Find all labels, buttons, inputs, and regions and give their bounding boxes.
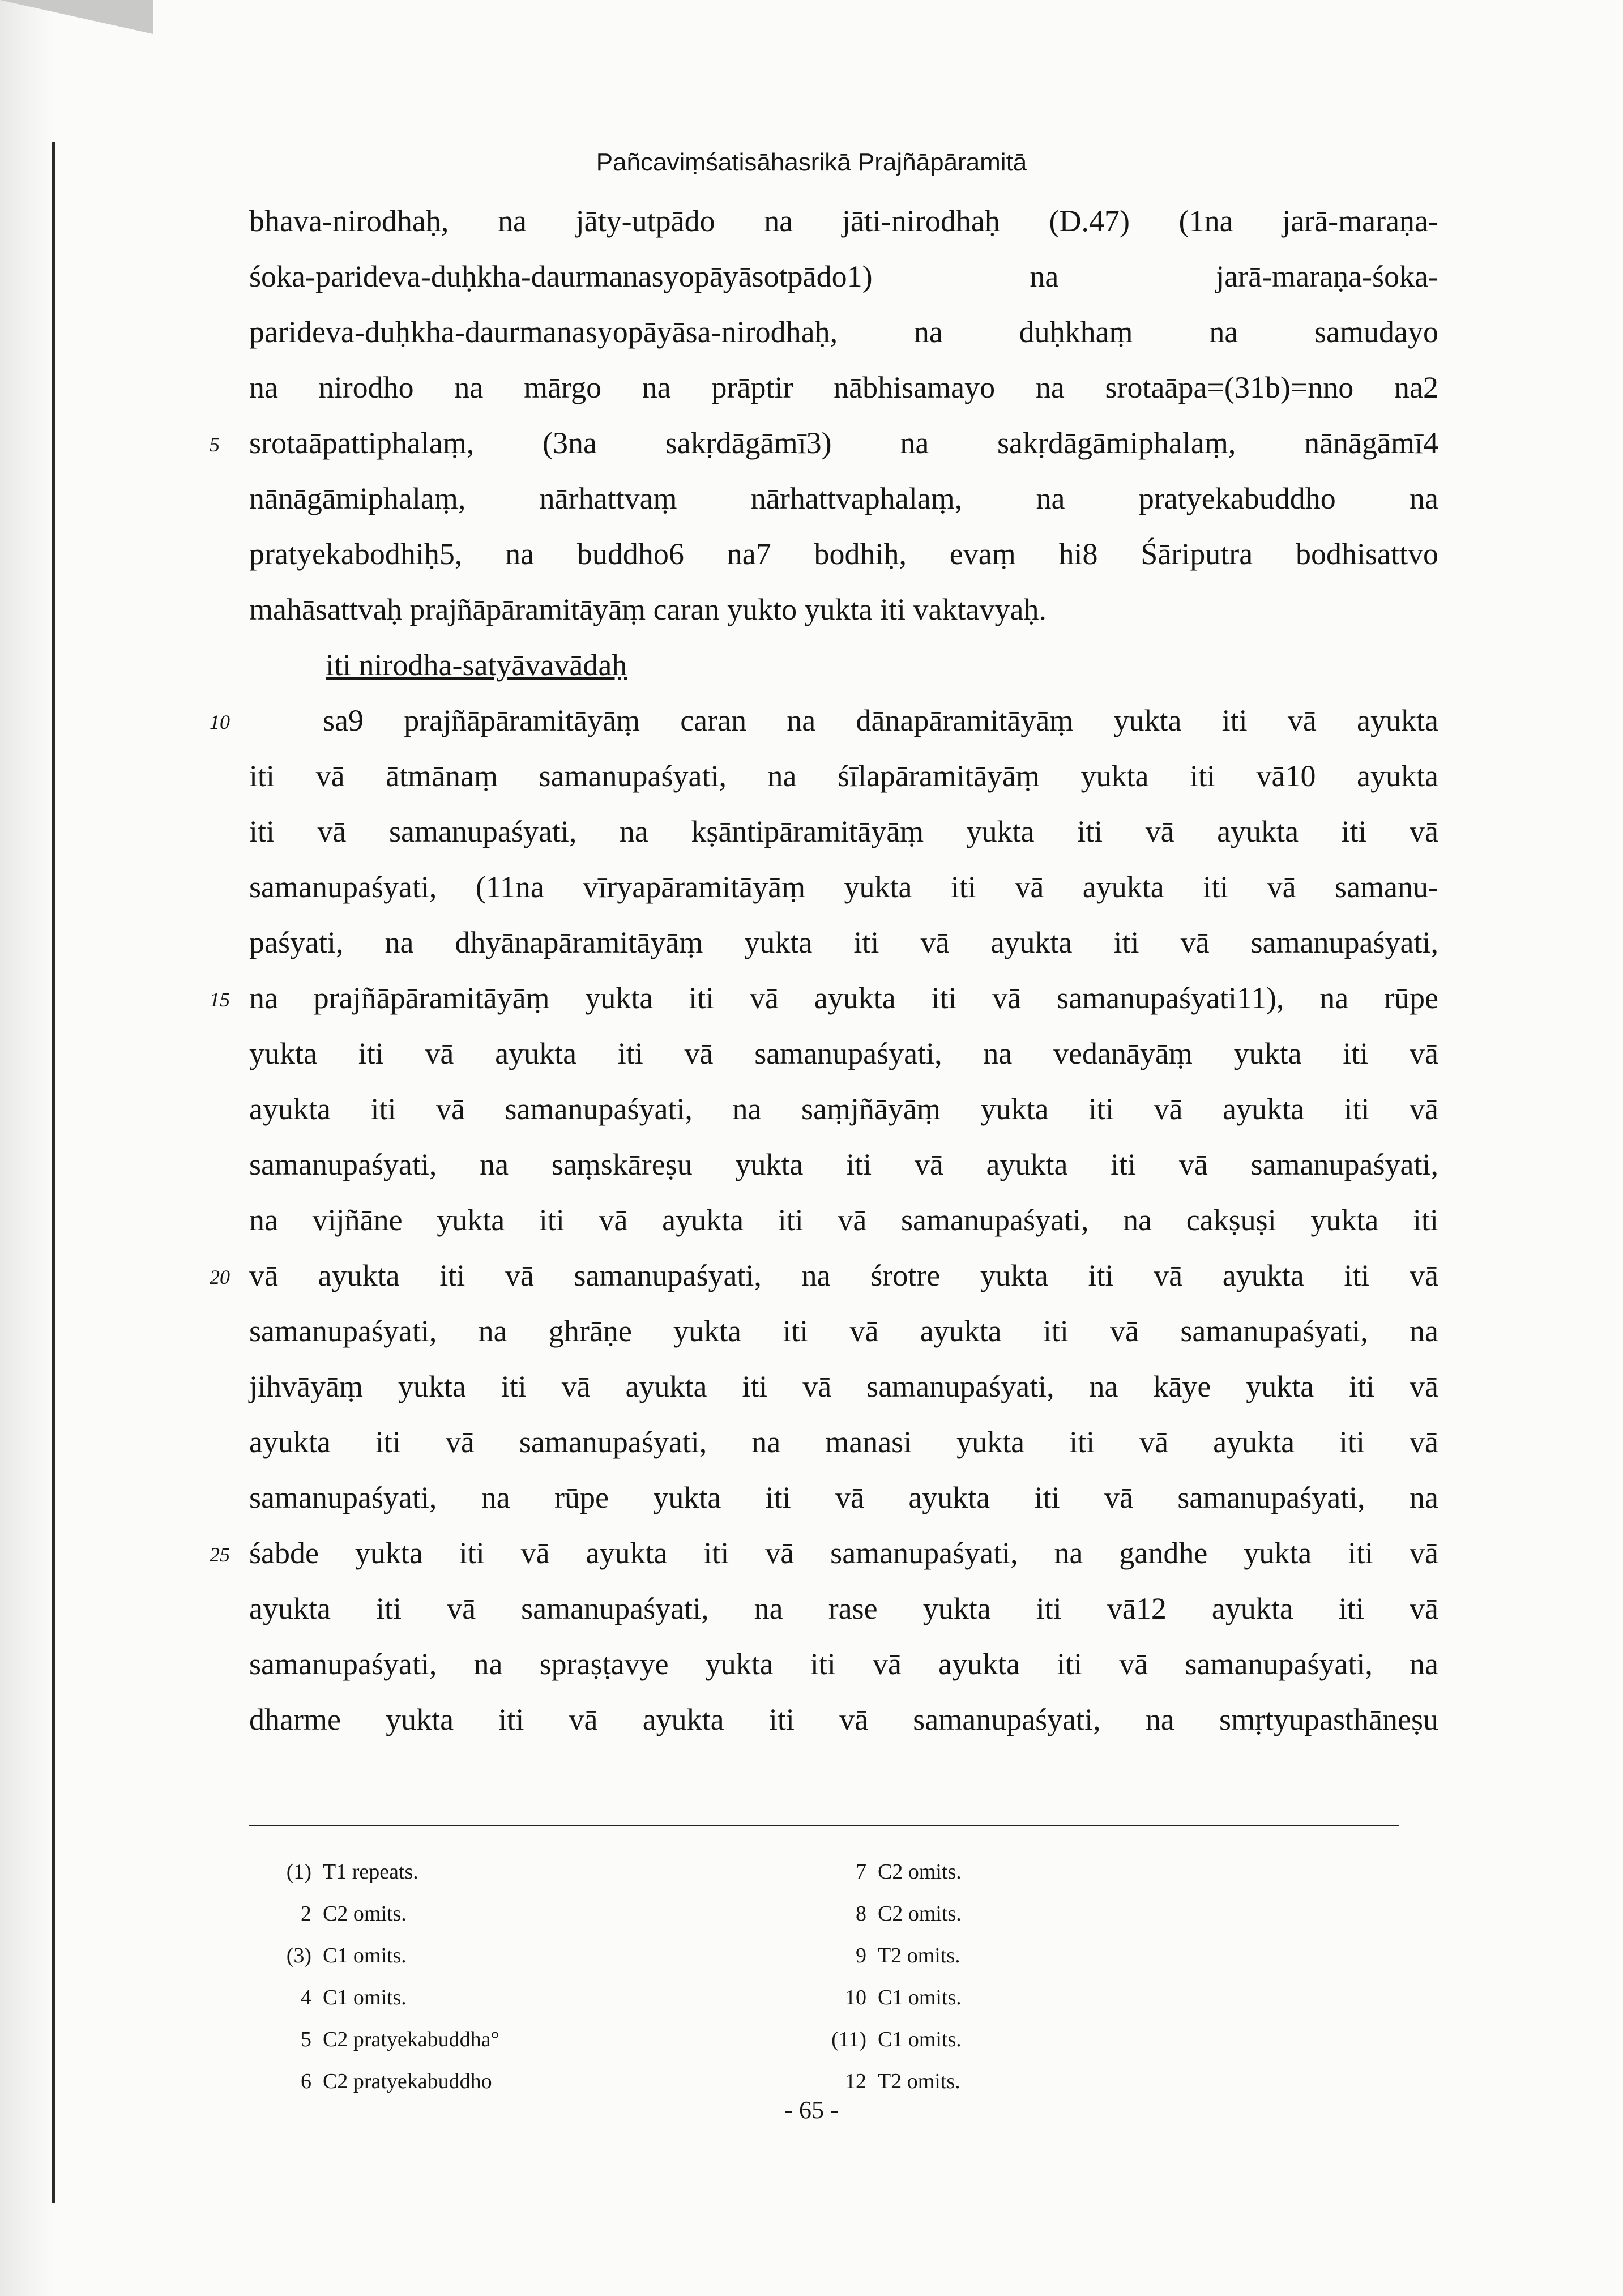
text-line: iti vā ātmānaṃ samanupaśyati, na śīlapāramitāyāṃ yukta iti vā10 ayukta xyxy=(249,759,1438,793)
footnote-text: T2 omits. xyxy=(878,1944,960,1968)
footnote-number: 12 xyxy=(845,2069,866,2093)
text-line: ayukta iti vā samanupaśyati, na rase yukta iti vā12 ayukta iti vā xyxy=(249,1591,1438,1625)
footnote-text: C2 omits. xyxy=(323,1902,407,1926)
binding-edge xyxy=(52,142,55,2203)
text-line: śoka-parideva-duḥkha-daurmanasyopāyāsotpādo1) na jarā-maraṇa-śoka- xyxy=(249,259,1438,293)
text-line: samanupaśyati, (11na vīryapāramitāyāṃ yukta iti vā ayukta iti vā samanu- xyxy=(249,870,1438,904)
footnote-text: C1 omits. xyxy=(878,1986,962,2009)
footnote-number: 2 xyxy=(301,1902,311,1926)
text-line: parideva-duḥkha-daurmanasyopāyāsa-nirodhaḥ, na duḥkhaṃ na samudayo xyxy=(249,315,1438,349)
footnote-text: C2 pratyekabuddha° xyxy=(323,2028,499,2051)
text-line: dharme yukta iti vā ayukta iti vā samanupaśyati, na smṛtyupasthāneṣu xyxy=(249,1702,1438,1736)
text-line: samanupaśyati, na rūpe yukta iti vā ayukta iti vā samanupaśyati, na xyxy=(249,1480,1438,1514)
footnote-number: 6 xyxy=(301,2069,311,2093)
text-line: yukta iti vā ayukta iti vā samanupaśyati, na vedanāyāṃ yukta iti vā xyxy=(249,1036,1438,1070)
text-line: samanupaśyati, na ghrāṇe yukta iti vā ayukta iti vā samanupaśyati, na xyxy=(249,1314,1438,1348)
footnote-number: (3) xyxy=(286,1944,311,1968)
section-heading: iti nirodha-satyāvavādaḥ xyxy=(326,648,627,682)
footnote-number: (1) xyxy=(286,1860,311,1884)
footnote-text: C2 pratyekabuddho xyxy=(323,2069,492,2093)
line-number: 20 xyxy=(210,1266,230,1288)
line-number: 25 xyxy=(210,1543,230,1566)
footnote-number: 9 xyxy=(856,1944,866,1968)
footnote-number: 4 xyxy=(301,1986,311,2009)
text-line: śabde yukta iti vā ayukta iti vā samanupaśyati, na gandhe yukta iti vā xyxy=(249,1536,1438,1570)
text-line: nānāgāmiphalaṃ, nārhattvaṃ nārhattvaphalaṃ, na pratyekabuddho na xyxy=(249,481,1438,515)
footnote-divider xyxy=(249,1825,1399,1826)
footnote-text: C1 omits. xyxy=(323,1986,407,2009)
text-line: iti vā samanupaśyati, na kṣāntipāramitāyāṃ yukta iti vā ayukta iti vā xyxy=(249,814,1438,848)
running-header: Pañcaviṃśatisāhasrikā Prajñāpāramitā xyxy=(596,148,1027,176)
text-line: mahāsattvaḥ prajñāpāramitāyāṃ caran yukto yukta iti vaktavyaḥ. xyxy=(249,592,1047,626)
text-line: ayukta iti vā samanupaśyati, na manasi yukta iti vā ayukta iti vā xyxy=(249,1425,1438,1459)
footnote-number: (11) xyxy=(831,2028,866,2051)
footnote-text: C2 omits. xyxy=(878,1902,962,1926)
footnote-number: 10 xyxy=(845,1986,866,2009)
text-line: pratyekabodhiḥ5, na buddho6 na7 bodhiḥ, evaṃ hi8 Śāriputra bodhisattvo xyxy=(249,537,1438,571)
text-line: sa9 prajñāpāramitāyāṃ caran na dānapāramitāyāṃ yukta iti vā ayukta xyxy=(323,703,1438,737)
text-line: samanupaśyati, na saṃskāreṣu yukta iti vā ayukta iti vā samanupaśyati, xyxy=(249,1147,1438,1181)
footnote-text: C2 omits. xyxy=(878,1860,962,1884)
text-line: paśyati, na dhyānapāramitāyāṃ yukta iti vā ayukta iti vā samanupaśyati, xyxy=(249,925,1438,959)
line-number: 15 xyxy=(210,988,230,1011)
footnote-text: T1 repeats. xyxy=(323,1860,418,1884)
footnote-number: 7 xyxy=(856,1860,866,1884)
text-line: na vijñāne yukta iti vā ayukta iti vā samanupaśyati, na cakṣuṣi yukta iti xyxy=(249,1203,1438,1237)
footnote-text: C1 omits. xyxy=(323,1944,407,1968)
footnote-number: 8 xyxy=(856,1902,866,1926)
text-line: na nirodho na mārgo na prāptir nābhisamayo na srotaāpa=(31b)=nno na2 xyxy=(249,370,1438,404)
binding-shadow xyxy=(0,0,54,2296)
text-line: srotaāpattiphalaṃ, (3na sakṛdāgāmī3) na sakṛdāgāmiphalaṃ, nānāgāmī4 xyxy=(249,426,1438,460)
line-number: 10 xyxy=(210,711,230,733)
text-line: jihvāyāṃ yukta iti vā ayukta iti vā samanupaśyati, na kāye yukta iti vā xyxy=(249,1369,1438,1403)
text-line: bhava-nirodhaḥ, na jāty-utpādo na jāti-nirodhaḥ (D.47) (1na jarā-maraṇa- xyxy=(249,204,1438,238)
footnote-text: C1 omits. xyxy=(878,2028,962,2051)
page-number: - 65 - xyxy=(784,2096,839,2124)
footnote-number: 5 xyxy=(301,2028,311,2051)
binding-corner xyxy=(0,0,153,34)
text-line: vā ayukta iti vā samanupaśyati, na śrotre yukta iti vā ayukta iti vā xyxy=(249,1258,1438,1292)
text-line: ayukta iti vā samanupaśyati, na saṃjñāyāṃ yukta iti vā ayukta iti vā xyxy=(249,1092,1438,1126)
text-line: na prajñāpāramitāyāṃ yukta iti vā ayukta iti vā samanupaśyati11), na rūpe xyxy=(249,981,1438,1015)
line-number: 5 xyxy=(210,433,220,456)
text-line: samanupaśyati, na spraṣṭavye yukta iti vā ayukta iti vā samanupaśyati, na xyxy=(249,1647,1438,1681)
footnote-text: T2 omits. xyxy=(878,2069,960,2093)
